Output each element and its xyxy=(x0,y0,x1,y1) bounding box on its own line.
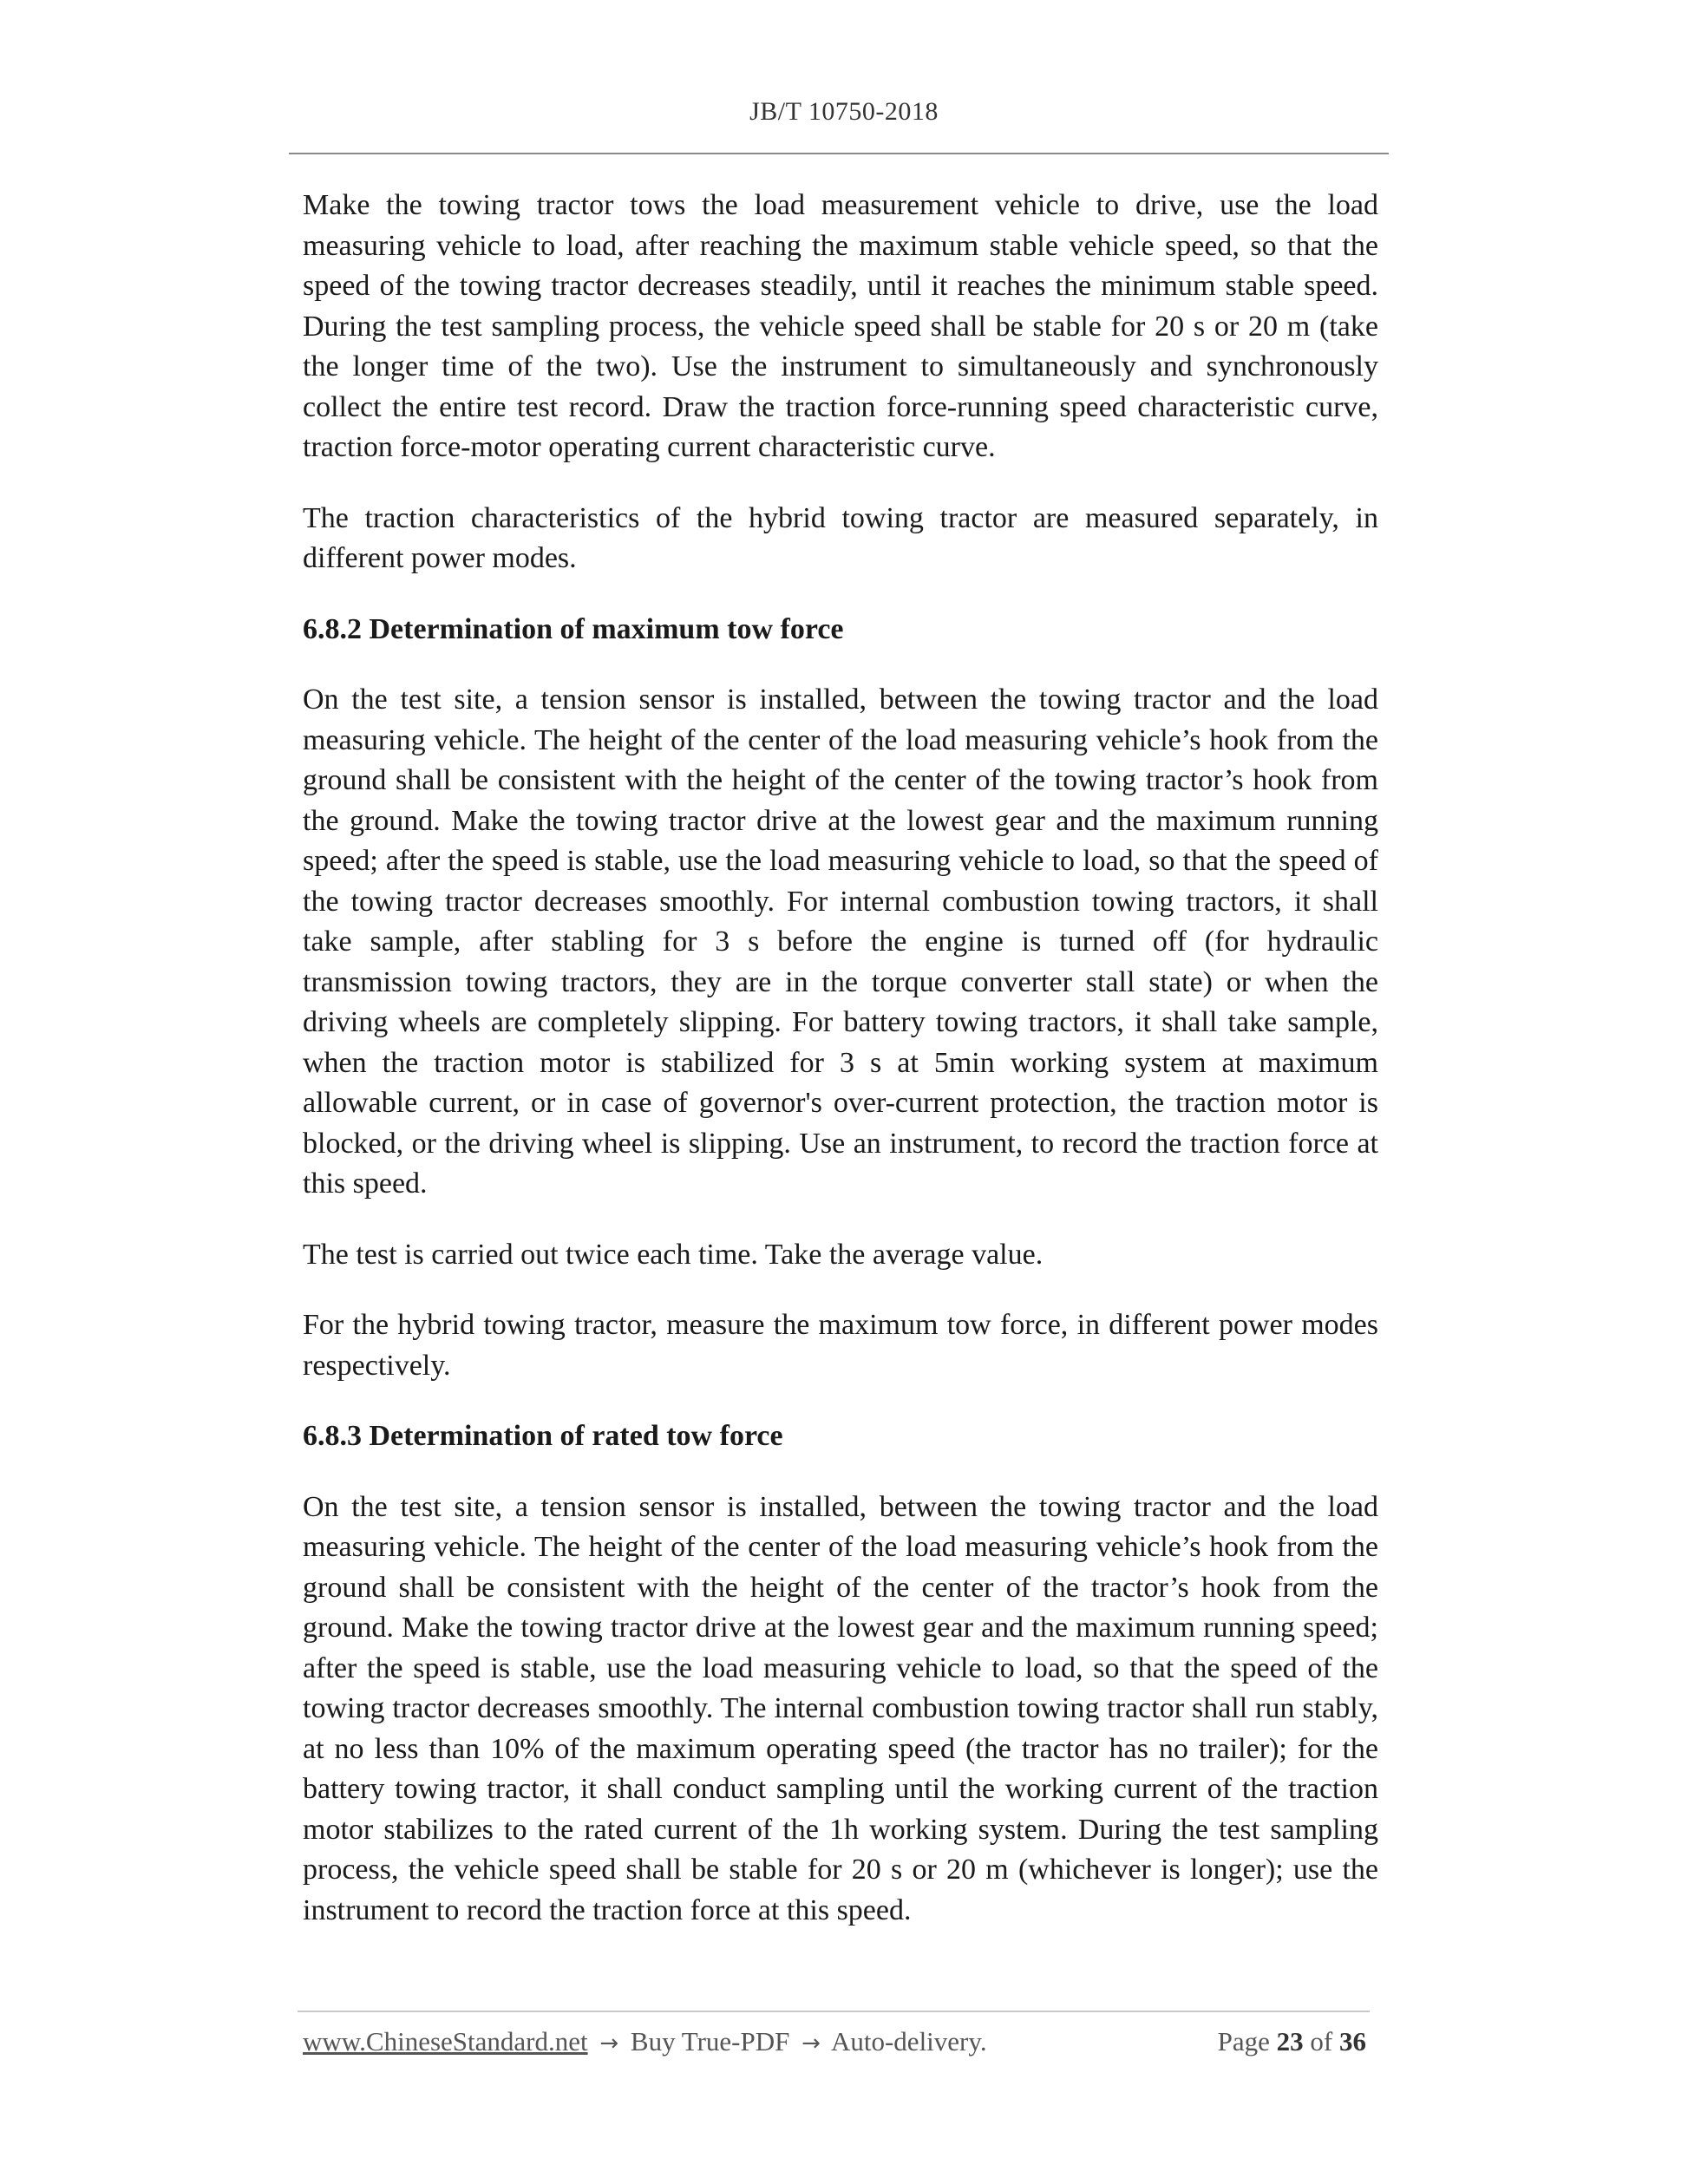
page-of-label: of xyxy=(1310,2026,1333,2056)
page-body xyxy=(303,186,1378,1961)
header-divider xyxy=(289,153,1389,154)
website-link[interactable]: www.ChineseStandard.net xyxy=(303,2026,588,2056)
paragraph-traction-test: Make the towing tractor tows the load measurement vehicle to drive, use the load measuring vehicle to load, after reaching the maximum stable vehicle speed, so that the speed of the towing tractor decreases steadily, until it reaches the minimum stable speed. During the test sampling process, the vehicle speed shall be stable for 20 s or 20 m (take the longer time of the two). Use the instrument to simultaneously and synchronously collect the entire test record. Draw the traction force-running speed characteristic curve, traction force-motor operating current characteristic curve. xyxy=(303,189,1378,463)
paragraph-hybrid-traction: The traction characteristics of the hybrid towing tractor are measured separately, in different power modes. xyxy=(303,501,1378,574)
paragraph-max-tow-procedure: On the test site, a tension sensor is installed, between the towing tractor and the load measuring vehicle. The height of the center of the load measuring vehicle’s hook from the ground shall be consistent with the height of the center of the towing tractor’s hook from the ground. Make the towing tractor drive at the lowest gear and the maximum running speed; after the speed is stable, use the load measuring vehicle to load, so that the speed of the towing tractor decreases smoothly. For internal combustion towing tractors, it shall take sample, after stabling for 3 s before the engine is turned off (for hydraulic transmission towing tractors, they are in the torque converter stall state) or when the driving wheels are completely slipping. For battery towing tractors, it shall take sample, when the traction motor is stabilized for 3 s at 5min working system at maximum allowable current, or in case of governor's over-current protection, the traction motor is blocked, or the driving wheel is slipping. Use an instrument, to record the traction force at this speed. xyxy=(303,683,1378,1200)
paragraph-rated-tow-procedure: On the test site, a tension sensor is installed, between the towing tractor and the load measuring vehicle. The height of the center of the load measuring vehicle’s hook from the ground shall be consistent with the height of the center of the tractor’s hook from the ground. Make the towing tractor drive at the lowest gear and the maximum running speed; after the speed is stable, use the load measuring vehicle to load, so that the speed of the towing tractor decreases smoothly. The internal combustion towing tractor shall run stably, at no less than 10% of the maximum operating speed (the tractor has no trailer); for the battery towing tractor, it shall conduct sampling until the working current of the traction motor stabilizes to the rated current of the 1h working system. During the test sampling process, the vehicle speed shall be stable for 20 s or 20 m (whichever is longer); use the instrument to record the traction force at this speed. xyxy=(303,1490,1378,1926)
section-heading-6-8-3: 6.8.3 Determination of rated tow force xyxy=(303,1420,783,1452)
footer-divider xyxy=(298,2011,1370,2012)
auto-delivery-text: Auto-delivery. xyxy=(830,2026,987,2056)
paragraph-hybrid-max-tow: For the hybrid towing tractor, measure the maximum tow force, in different power modes respectively. xyxy=(303,1309,1378,1382)
section-heading-6-8-2: 6.8.2 Determination of maximum tow force xyxy=(303,612,844,645)
arrow-right-icon: → xyxy=(801,2030,821,2056)
page-current: 23 xyxy=(1276,2026,1304,2056)
document-code-header: JB/T 10750-2018 xyxy=(749,97,939,126)
page-label: Page xyxy=(1217,2026,1270,2056)
footer-promo xyxy=(303,2026,987,2057)
page-total: 36 xyxy=(1339,2026,1366,2056)
paragraph-test-repetition: The test is carried out twice each time. Take the average value. xyxy=(303,1238,1044,1271)
buy-pdf-text: Buy True-PDF xyxy=(630,2026,790,2056)
page-number xyxy=(1218,2026,1366,2057)
page-footer xyxy=(303,2026,1366,2057)
arrow-right-icon: → xyxy=(599,2030,619,2056)
